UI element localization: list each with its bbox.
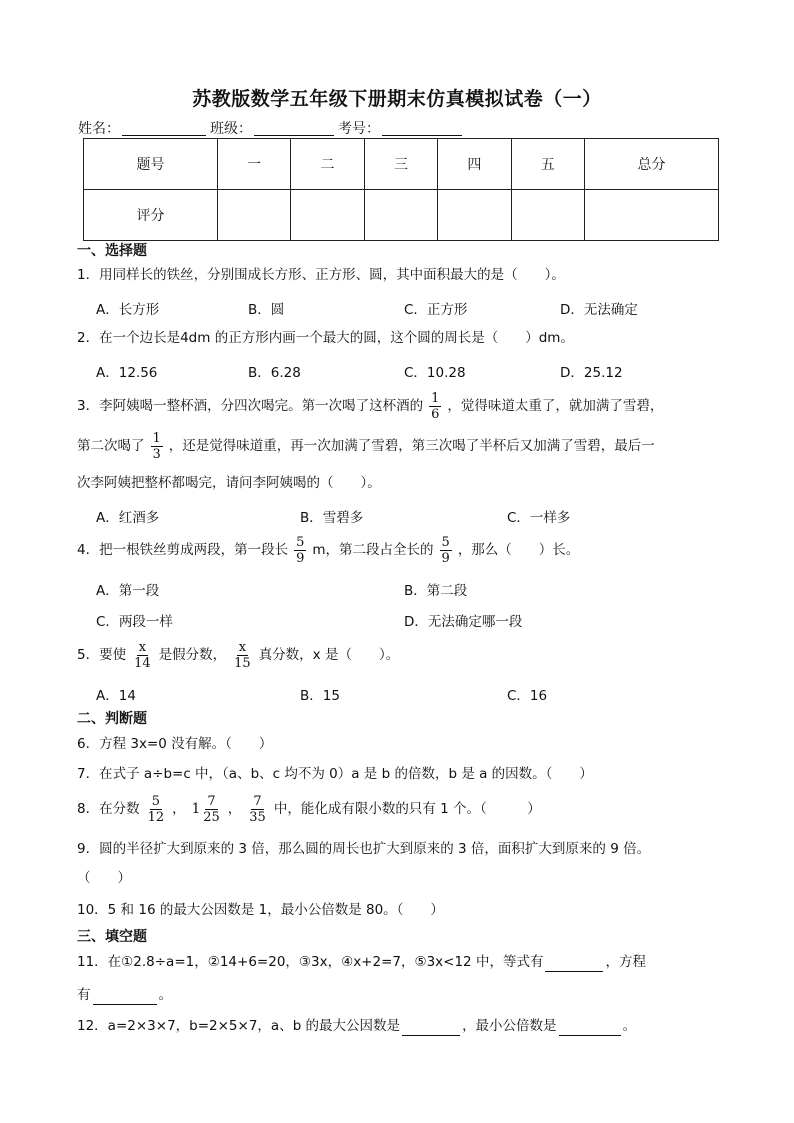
question-3-line-1 <box>77 388 663 424</box>
question-9: 9．圆的半径扩大到原来的 3 倍，那么圆的周长也扩大到原来的 3 倍，面积扩大到原来的 9 倍。 <box>77 841 651 857</box>
fraction <box>440 535 452 566</box>
q1-option-c[interactable]: C．正方形 <box>404 302 468 318</box>
q5-option-c[interactable]: C．16 <box>507 688 548 704</box>
score-cell[interactable] <box>438 190 511 241</box>
q3-option-a[interactable]: A．红酒多 <box>96 510 160 526</box>
score-table-header-row <box>84 139 719 190</box>
score-table-score-row <box>84 190 719 241</box>
q3-text-d: ，还是觉得味道重，再一次加满了雪碧，第三次喝了半杯后又加满了雪碧，最后一 <box>168 438 655 454</box>
fraction <box>132 640 153 671</box>
q11-text-a: 11．在①2.8÷a=1，②14+6=20，③3x，④x+2=7，⑤3x<12 中，等式有 <box>77 954 544 970</box>
q4-option-d[interactable]: D．无法确定哪一段 <box>404 614 523 630</box>
question-7: 7．在式子 a÷b=c 中，（a、b、c 均不为 0）a 是 b 的倍数，b 是 a 的因数。（ ） <box>77 766 593 782</box>
q4-text-b: m，第二段占全长的 <box>312 542 434 558</box>
q12-text-b: ，最小公倍数是 <box>462 1018 557 1034</box>
score-header-cell: 总分 <box>585 139 719 190</box>
q12-text-c: 。 <box>622 1018 637 1034</box>
fraction-numerator: 7 <box>207 793 216 809</box>
score-header-cell: 四 <box>438 139 511 190</box>
q3-option-b[interactable]: B．雪碧多 <box>300 510 364 526</box>
fraction-denominator: 12 <box>147 809 165 825</box>
fraction <box>201 794 222 825</box>
question-2: 2．在一个边长是4dm 的正方形内画一个最大的圆，这个圆的周长是（ ）dm。 <box>77 330 574 346</box>
fraction-denominator: 6 <box>431 406 440 422</box>
q8-separator: ， <box>227 801 242 817</box>
q11-text-b: ，方程 <box>605 954 646 970</box>
fraction-denominator: 14 <box>134 655 151 671</box>
question-6: 6．方程 3x=0 没有解。（ ） <box>77 736 273 752</box>
class-label: 班级： <box>210 121 252 137</box>
mixed-number-whole: 1 <box>191 801 201 817</box>
q3-text-a: 3．李阿姨喝一整杯酒，分四次喝完。第一次喝了这杯酒的 <box>77 398 424 414</box>
section-heading-judgement: 二、判断题 <box>77 711 147 727</box>
class-blank[interactable] <box>254 121 334 136</box>
question-9-bracket: （ ） <box>77 870 131 886</box>
fraction-denominator: 9 <box>296 550 305 566</box>
fraction-denominator: 25 <box>203 809 220 825</box>
score-cell[interactable] <box>364 190 437 241</box>
score-header-cell: 三 <box>364 139 437 190</box>
q5-text-a: 5．要使 <box>77 647 127 663</box>
score-header-cell: 二 <box>291 139 364 190</box>
section-heading-choice: 一、选择题 <box>77 243 147 259</box>
q1-option-d[interactable]: D．无法确定 <box>560 302 638 318</box>
q4-option-b[interactable]: B．第二段 <box>404 583 468 599</box>
mixed-number <box>186 789 228 829</box>
answer-blank[interactable] <box>93 990 157 1005</box>
q8-text-b: 中，能化成有限小数的只有 1 个。（ ） <box>273 801 541 817</box>
name-blank[interactable] <box>122 121 206 136</box>
student-info <box>78 118 466 138</box>
answer-blank[interactable] <box>559 1021 621 1036</box>
score-row-label: 评分 <box>84 190 218 241</box>
q11-text-d: 。 <box>158 987 172 1003</box>
question-3-line-3: 次李阿姨把整杯都喝完，请问李阿姨喝的（ ）。 <box>77 475 381 491</box>
question-8 <box>77 789 541 829</box>
question-3-line-2 <box>77 428 655 464</box>
question-11-line-1 <box>77 952 646 972</box>
score-cell[interactable] <box>585 190 719 241</box>
fraction <box>294 535 306 566</box>
q8-separator: ， <box>172 801 186 817</box>
question-1: 1．用同样长的铁丝，分别围成长方形、正方形、圆，其中面积最大的是（ ）。 <box>77 267 565 283</box>
fraction-numerator: 5 <box>441 534 450 550</box>
fraction <box>146 794 167 825</box>
q11-text-c: 有 <box>77 987 91 1003</box>
page-title: 苏教版数学五年级下册期末仿真模拟试卷（一） <box>192 88 602 110</box>
fraction <box>247 794 268 825</box>
q2-option-d[interactable]: D．25.12 <box>560 365 623 381</box>
question-5 <box>77 637 399 673</box>
q4-text-c: ，那么（ ）长。 <box>457 542 580 558</box>
fraction <box>232 640 253 671</box>
score-header-cell: 题号 <box>84 139 218 190</box>
fraction-numerator: 5 <box>296 534 305 550</box>
fraction-numerator: 7 <box>253 793 262 809</box>
section-heading-fill-in: 三、填空题 <box>77 929 147 945</box>
fraction-numerator: 1 <box>152 430 161 446</box>
name-label: 姓名： <box>78 121 120 137</box>
fraction-denominator: 3 <box>152 446 161 462</box>
q2-option-a[interactable]: A．12.56 <box>96 365 158 381</box>
q5-text-b: 是假分数， <box>158 647 227 663</box>
score-table <box>83 138 719 241</box>
q3-option-c[interactable]: C．一样多 <box>507 510 571 526</box>
question-10: 10．5 和 16 的最大公因数是 1，最小公倍数是 80。（ ） <box>77 902 444 918</box>
fraction-denominator: 35 <box>249 809 266 825</box>
q5-option-b[interactable]: B．15 <box>300 688 340 704</box>
answer-blank[interactable] <box>402 1021 460 1036</box>
q5-option-a[interactable]: A．14 <box>96 688 136 704</box>
fraction-numerator: x <box>238 639 247 655</box>
q12-text-a: 12．a=2×3×7，b=2×5×7，a、b 的最大公因数是 <box>77 1018 401 1034</box>
q8-text-a: 8．在分数 <box>77 801 140 817</box>
exam-number-blank[interactable] <box>382 121 462 136</box>
fraction-numerator: 1 <box>431 390 440 406</box>
answer-blank[interactable] <box>545 957 603 972</box>
q2-option-b[interactable]: B．6.28 <box>248 365 301 381</box>
fraction-numerator: 5 <box>151 793 160 809</box>
q1-option-a[interactable]: A．长方形 <box>96 302 160 318</box>
score-cell[interactable] <box>217 190 290 241</box>
score-cell[interactable] <box>511 190 584 241</box>
q4-text-a: 4．把一根铁丝剪成两段，第一段长 <box>77 542 289 558</box>
fraction-denominator: 9 <box>441 550 450 566</box>
q2-option-c[interactable]: C．10.28 <box>404 365 466 381</box>
question-12 <box>77 1016 636 1036</box>
q5-text-c: 真分数，x 是（ ）。 <box>258 647 400 663</box>
fraction-numerator: x <box>138 639 147 655</box>
score-cell[interactable] <box>291 190 364 241</box>
fraction <box>151 431 163 462</box>
q1-option-b[interactable]: B．圆 <box>248 302 285 318</box>
question-11-line-2 <box>77 985 172 1005</box>
score-header-cell: 五 <box>511 139 584 190</box>
fraction-denominator: 15 <box>234 655 251 671</box>
fraction <box>429 391 441 422</box>
q3-text-b: ，觉得味道太重了，就加满了雪碧， <box>447 398 664 414</box>
exam-label: 考号： <box>338 121 380 137</box>
q3-text-c: 第二次喝了 <box>77 438 145 454</box>
q4-option-a[interactable]: A．第一段 <box>96 583 160 599</box>
q4-option-c[interactable]: C．两段一样 <box>96 614 173 630</box>
score-header-cell: 一 <box>217 139 290 190</box>
question-4 <box>77 532 579 568</box>
